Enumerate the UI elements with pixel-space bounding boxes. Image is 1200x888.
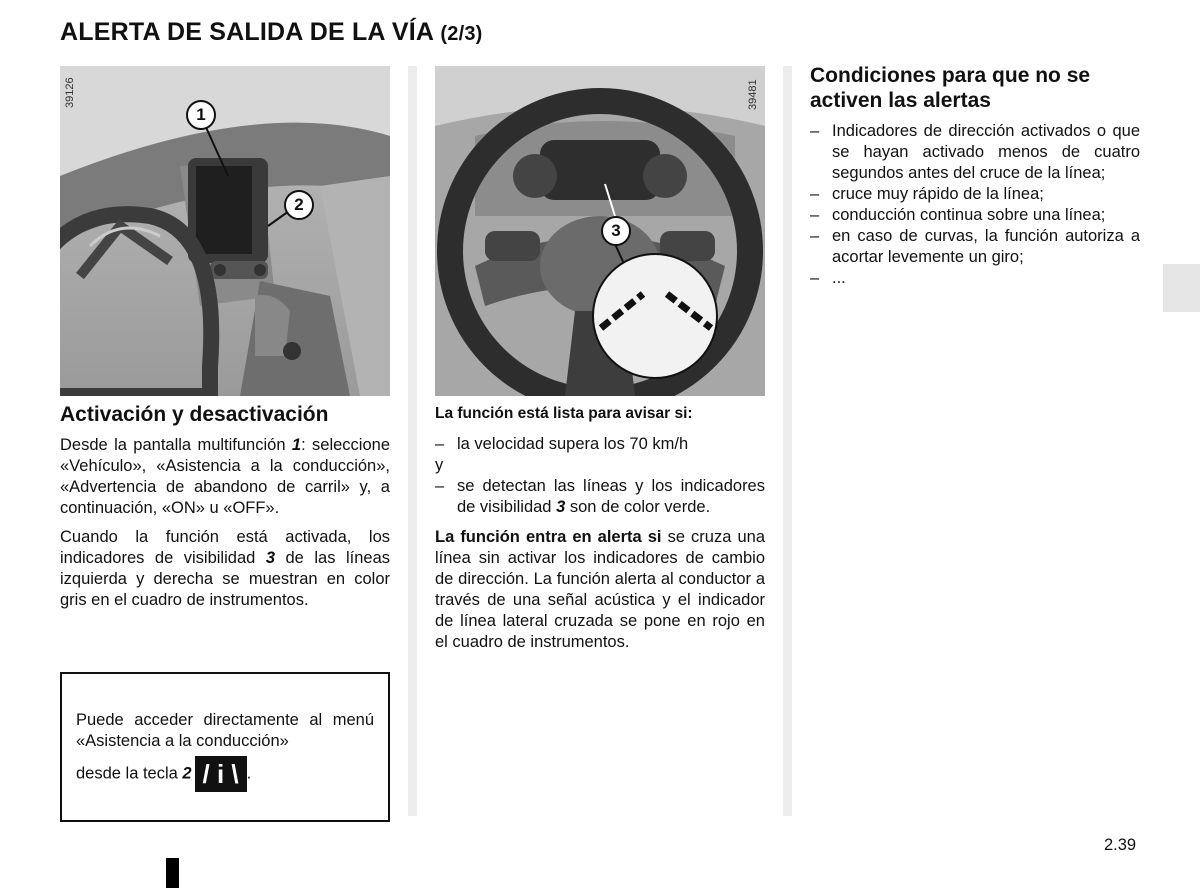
column-3	[810, 63, 1140, 289]
ready-conjunction: y	[435, 456, 444, 474]
list-item: – conducción continua sobre una línea;	[810, 205, 1140, 226]
text-run: desde la tecla	[76, 764, 183, 783]
callout-3: 3	[601, 216, 631, 246]
ready-item-1: – la velocidad supera los 70 km/h	[435, 434, 765, 455]
ref-number: 2	[182, 764, 192, 783]
chapter-tab	[1163, 264, 1200, 312]
ref-number: 1	[291, 436, 302, 454]
page-fraction: (2/3)	[440, 23, 483, 45]
text-run: son de color verde.	[565, 498, 711, 516]
ready-heading: La función está lista para avisar si:	[435, 405, 693, 422]
activation-paragraph-2	[60, 527, 390, 611]
conditions-heading: Condiciones para que no se activen las alertas	[810, 64, 1091, 112]
list-item: – ...	[810, 268, 1140, 289]
text-run: de las líneas izquierda y derecha se muestran en color gris en el cuadro de instrumentos.	[60, 549, 391, 609]
page-number: 2.39	[1104, 836, 1137, 854]
page-title	[60, 18, 483, 47]
ref-number: 3	[556, 498, 566, 516]
text-run: se cruza una línea sin activar los indicadores de cambio de dirección. La función alerta al conductor a través de una señal acústica y el indicador de línea lateral cruzada se pone en rojo en el cuadro de instrumentos.	[435, 528, 765, 651]
list-item: – en caso de curvas, la función autoriza a acortar levemente un giro;	[810, 226, 1140, 268]
activation-paragraph-1	[60, 435, 390, 519]
conditions-list	[810, 121, 1140, 289]
callout-2: 2	[284, 190, 314, 220]
text-run: : seleccione «Vehículo», «Asistencia a la conducción», «Advertencia de abandono de carril» y, a continuación, «ON» u «OFF».	[60, 436, 391, 517]
column-1	[60, 402, 390, 611]
lane-departure-key-icon: / i \	[195, 756, 247, 792]
list-item: – cruce muy rápido de la línea;	[810, 184, 1140, 205]
column-divider-1	[408, 66, 417, 816]
alert-lead: La función entra en alerta si	[435, 528, 662, 546]
text-run: .	[246, 764, 252, 783]
ready-item-2	[435, 476, 765, 518]
callout-1: 1	[186, 100, 216, 130]
text-run: Desde la pantalla multifunción	[60, 436, 292, 454]
note-text-2	[76, 756, 374, 792]
text-run: se detectan las líneas y los indicadores de visibilidad	[457, 477, 765, 516]
ref-number: 3	[265, 549, 275, 567]
column-2	[435, 404, 765, 653]
steering-wheel-photo	[435, 66, 765, 396]
column-divider-2	[783, 66, 792, 816]
image-id-left: 39126	[64, 77, 76, 108]
note-box	[60, 672, 390, 822]
image-id-right: 39481	[747, 79, 759, 110]
note-text: Puede acceder directamente al menú «Asistencia a la conducción»	[76, 711, 374, 750]
page-title-text: ALERTA DE SALIDA DE LA VÍA	[60, 18, 434, 46]
alert-paragraph	[435, 527, 765, 653]
text-run: Cuando la función está activada, los indicadores de visibilidad	[60, 528, 390, 567]
dashboard-photo	[60, 66, 390, 396]
activation-heading: Activación y desactivación	[60, 403, 329, 426]
print-mark	[166, 858, 179, 888]
list-item: – Indicadores de dirección activados o que se hayan activado menos de cuatro segundos antes del cruce de la línea;	[810, 121, 1140, 184]
